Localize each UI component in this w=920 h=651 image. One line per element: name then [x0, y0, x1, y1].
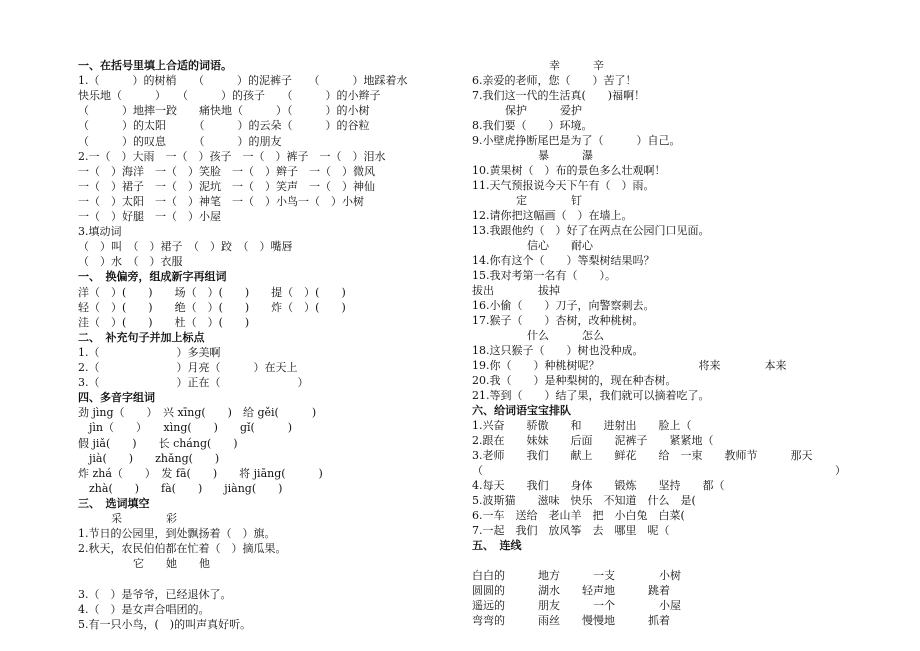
right-line: 12.请你把这幅画（ ）在墙上。	[472, 209, 633, 222]
right-line: 21.等到（ ）结了果，我们就可以摘着吃了。	[472, 389, 710, 402]
left-line: jìn（ ） xìng( ) gǐ( )	[78, 421, 293, 435]
left-line: 四、多音字组词	[78, 391, 155, 405]
right-line: 3.老师 我们 献上 鲜花 给 一束 教师节 那天	[472, 449, 813, 462]
left-line: 一（ ）太阳 一（ ）神笔 一（ ）小鸟一（ ）小树	[78, 194, 364, 208]
left-line: 一（ ）好腿 一（ ）小屋	[78, 210, 221, 223]
left-line: 4.（ ）是女声合唱团的。	[78, 602, 210, 616]
left-line: 3.（ ）正在（ ）	[78, 376, 309, 390]
left-line: 一（ ）裙子 一（ ）泥坑 一（ ）笑声 一（ ）神仙	[78, 179, 375, 193]
left-line: 1.（ ）多美啊	[78, 345, 221, 359]
left-line: 它 她 他	[78, 557, 210, 571]
right-line: 15.我对考第一名有（ ）。	[472, 269, 616, 282]
right-line: 4.每天 我们 身体 锻炼 坚持 都（	[472, 479, 725, 492]
left-line: 5.有一只小鸟，( )的叫声真好听。	[78, 617, 252, 631]
left-line: 一、在括号里填上合适的词语。	[78, 59, 232, 72]
right-line: 7.我们这一代的生活真( )福啊！	[472, 89, 646, 102]
right-line: 六、给词语宝宝排队	[472, 404, 571, 417]
left-line: 1.节日的公园里，到处飘扬着（ ）旗。	[78, 527, 276, 541]
right-line: 19.你（ ）种桃树呢？ 将来 本来	[472, 359, 787, 372]
left-line: 轻（ ）( ) 绝（ ）( ) 炸（ ）( )	[78, 300, 346, 314]
left-line: 2.秋天，农民伯伯都在忙着（ ）摘瓜果。	[78, 542, 287, 556]
left-line: 1.（ ）的树梢 （ ）的泥裤子 （ ）地踩着水	[78, 74, 408, 88]
left-line: （ ）的叹息 （ ）的朋友	[78, 134, 282, 148]
left-line: 3.（ ）是爷爷，已经退休了。	[78, 587, 232, 601]
right-line: 7.一起 我们 放风筝 去 哪里 呢（	[472, 524, 670, 537]
left-line: （ ）的太阳 （ ）的云朵（ ）的谷粒	[78, 119, 370, 133]
left-line: （ ）地摔一跤 痛快地（ ）（ ）的小树	[78, 104, 370, 118]
right-line: （ ）	[472, 464, 846, 477]
right-line: 保护 爱护	[472, 104, 582, 117]
right-line: 16.小偷（ ）刀子，向警察刺去。	[472, 299, 655, 312]
right-line: 8.我们要（ ）环境。	[472, 119, 593, 132]
right-line: 白白的 地方 一支 小树	[472, 569, 681, 582]
right-line: 定 钉	[472, 194, 582, 207]
left-line: 2.一（ ）大雨 一（ ）孩子 一（ ）裤子 一（ ）泪水	[78, 149, 386, 163]
left-line: 劲 jìng（ ） 兴 xīng( ) 给 gěi( )	[78, 406, 317, 420]
left-line: 3.填动词	[78, 225, 122, 239]
right-line: 拔出 拔掉	[472, 284, 560, 297]
right-line: 6.一车 送给 老山羊 把 小白兔 白菜(	[472, 509, 685, 522]
left-line: 快乐地（ ） （ ）的孩子 （ ）的小辫子	[78, 89, 381, 103]
right-line: 10.黄果树（ ）布的景色多么壮观啊！	[472, 164, 666, 177]
right-line: 弯弯的 雨丝 慢慢地 抓着	[472, 614, 670, 627]
right-line: 遥远的 朋友 一个 小屋	[472, 599, 681, 612]
right-line: 幸 辛	[472, 59, 604, 72]
right-line: 2.跟在 妹妹 后面 泥裤子 紧紧地（	[472, 434, 714, 447]
right-line: 14.你有这个（ ）等梨树结果吗？	[472, 254, 655, 267]
left-line: 2.（ ）月亮（ ）在天上	[78, 361, 298, 374]
left-line: 采 彩	[78, 512, 177, 525]
left-line: 二、 补充句子并加上标点	[78, 330, 205, 344]
left-line: 三、 选词填空	[78, 496, 150, 510]
left-line: 洋（ ）( ) 场（ ）( ) 提（ ）( )	[78, 285, 346, 299]
right-line: 信心 耐心	[472, 239, 593, 252]
right-line: 五、 连线	[472, 539, 522, 552]
right-line: 9.小壁虎挣断尾巴是为了（ ）自己。	[472, 134, 681, 147]
right-line: 13.我跟他约（ ）好了在两点在公园门口见面。	[472, 224, 710, 237]
right-line: 17.猴子（ ）杏树，改种桃树。	[472, 314, 644, 327]
left-line: 一、 换偏旁，组成新字再组词	[78, 270, 227, 284]
right-line: 6.亲爱的老师，您（ ）苦了！	[472, 74, 637, 87]
right-line: 暴 瀑	[472, 149, 593, 162]
right-line: 什么 怎么	[472, 329, 604, 342]
left-line: jià( ) zhǎng( )	[78, 451, 220, 465]
right-line: 5.波斯猫 滋味 快乐 不知道 什么 是(	[472, 494, 696, 507]
left-line: zhà( ) fà( ) jiàng( )	[78, 481, 283, 495]
left-line: 洼（ ）( ) 杜（ ）( )	[78, 315, 250, 329]
left-line: （ ）水 （ ）衣服	[78, 255, 183, 269]
right-line: 11.天气预报说今天下午有（ ）雨。	[472, 179, 655, 192]
left-line: 炸 zhá（ ） 发 fā( ) 将 jiāng( )	[78, 466, 323, 480]
right-line: 20.我（ ）是种梨树的，现在种杏树。	[472, 374, 677, 387]
right-line: 圆圆的 湖水 轻声地 跳着	[472, 584, 670, 597]
left-line: 一（ ）海洋 一（ ）笑脸 一（ ）辫子 一（ ）微风	[78, 164, 375, 178]
left-line: 假 jiǎ( ) 长 cháng( )	[78, 436, 238, 450]
right-line: 1.兴奋 骄傲 和 进射出 脸上（	[472, 419, 692, 432]
left-line: （ ）叫 （ ）裙子 （ ）跤 （ ）嘴唇	[78, 240, 293, 254]
right-line: 18.这只猴子（ ）树也没种成。	[472, 344, 644, 357]
